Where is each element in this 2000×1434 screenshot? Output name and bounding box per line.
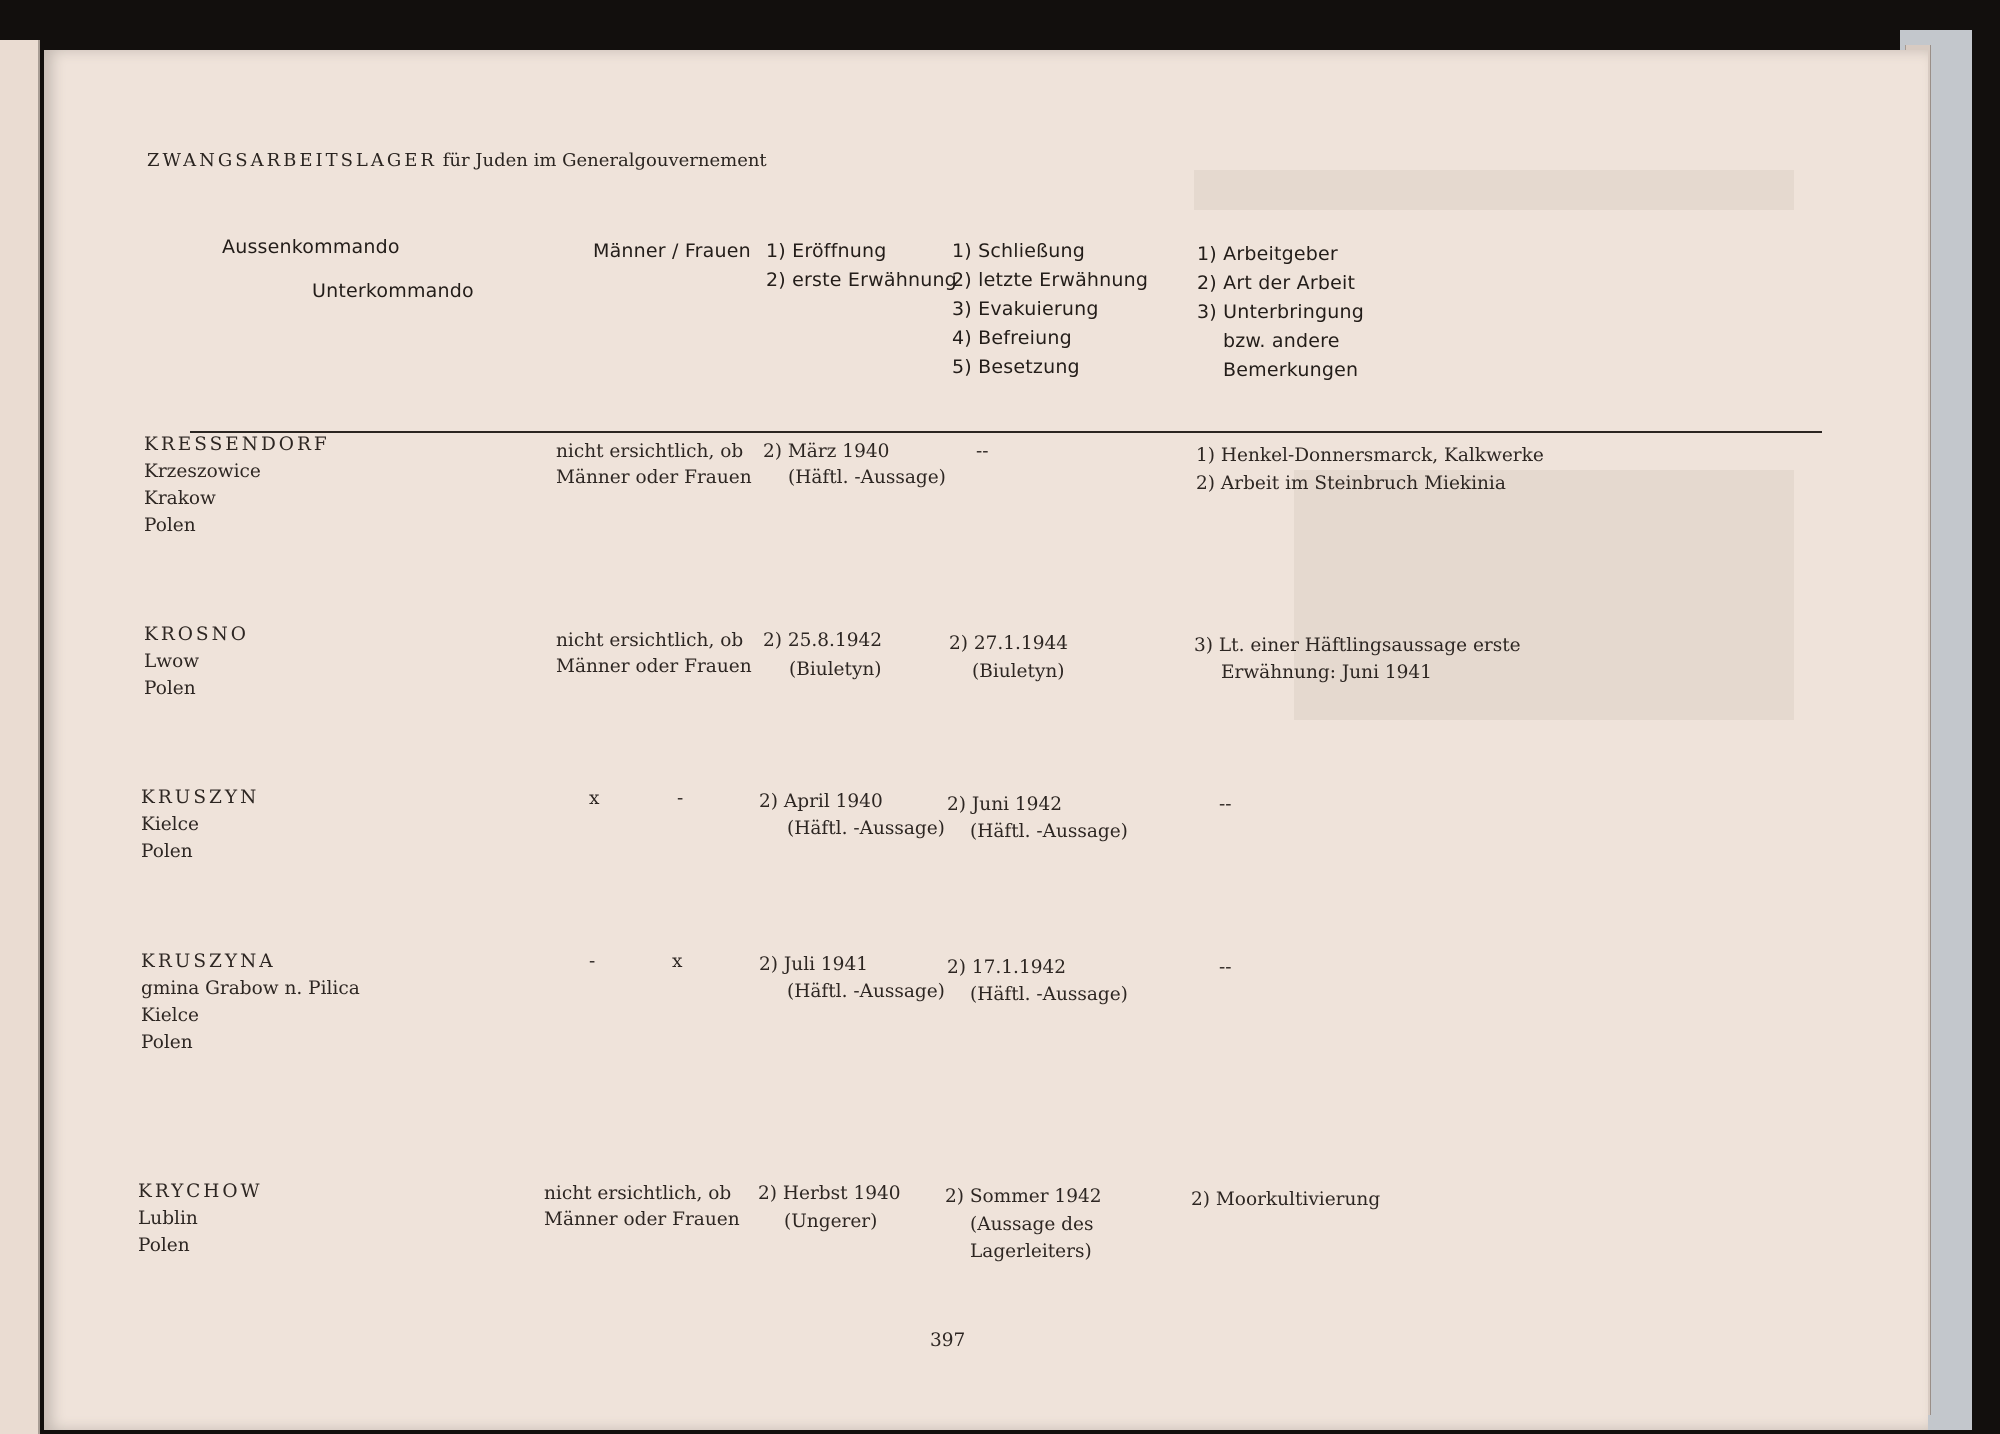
row4-remarks-line1: -- [1219,957,1232,978]
row2-remarks-line1: 3) Lt. einer Häftlingsaussage erste [1194,635,1521,656]
row3-open-line2: (Häftl. -Aussage) [787,818,945,839]
row4-open-line1: 2) Juli 1941 [759,954,868,975]
header-col4-line1: 1) Schließung [952,240,1086,262]
row1-open-line2: (Häftl. -Aussage) [788,467,946,488]
row2-gender-line1: nicht ersichtlich, ob [556,630,744,651]
row4-place-line4: Polen [141,1032,193,1053]
header-col5-line5: Bemerkungen [1223,359,1359,381]
row2-close-line1: 2) 27.1.1944 [949,633,1069,654]
row5-place-name: KRYCHOW [138,1181,263,1202]
row5-place-line2: Lublin [138,1208,198,1229]
row1-gender-line2: Männer oder Frauen [556,467,752,488]
bleed-through [1194,170,1794,210]
header-col5-line2: 2) Art der Arbeit [1197,272,1356,294]
row3-place-line3: Polen [141,841,193,862]
row3-remarks-line1: -- [1219,794,1232,815]
page-number: 397 [930,1330,966,1351]
header-col4-line4: 4) Befreiung [952,327,1072,349]
document-page [44,50,1928,1430]
row2-place-line3: Polen [144,678,196,699]
row3-place-line2: Kielce [141,814,199,835]
row5-close-line1: 2) Sommer 1942 [945,1186,1102,1207]
row3-close-line1: 2) Juni 1942 [947,794,1062,815]
row5-open-line2: (Ungerer) [784,1211,878,1232]
header-unterkommando: Unterkommando [312,280,474,302]
row1-gender-line1: nicht ersichtlich, ob [556,441,744,462]
row3-open-line1: 2) April 1940 [759,791,883,812]
row2-close-line2: (Biuletyn) [972,661,1065,682]
header-maenner-frauen: Männer / Frauen [593,240,751,262]
row1-remarks-line1: 1) Henkel-Donnersmarck, Kalkwerke [1196,445,1544,466]
row5-gender-line2: Männer oder Frauen [544,1209,740,1230]
row1-place-line3: Krakow [144,488,216,509]
row5-close-line2: (Aussage des [970,1214,1094,1235]
row3-gender-x: x [589,788,600,809]
header-col5-line4: bzw. andere [1223,330,1340,352]
row2-remarks-line2: Erwähnung: Juni 1941 [1221,662,1432,683]
header-col4-line2: 2) letzte Erwähnung [952,269,1149,291]
row1-place-line2: Krzeszowice [144,461,261,482]
row5-open-line1: 2) Herbst 1940 [758,1183,901,1204]
row1-close-line1: -- [976,441,989,462]
header-aussenkommando: Aussenkommando [222,236,400,258]
row4-open-line2: (Häftl. -Aussage) [787,981,945,1002]
row4-close-line2: (Häftl. -Aussage) [970,984,1128,1005]
row4-gender-dash: - [589,951,596,972]
row2-gender-line2: Männer oder Frauen [556,656,752,677]
row5-remarks-line1: 2) Moorkultivierung [1191,1189,1381,1210]
row1-remarks-line2: 2) Arbeit im Steinbruch Miekinia [1196,473,1506,494]
row3-place-name: KRUSZYN [141,787,260,808]
row4-gender-x: x [672,951,683,972]
row2-open-line2: (Biuletyn) [789,659,882,680]
row1-place-name: KRESSENDORF [144,434,330,455]
row3-close-line2: (Häftl. -Aussage) [970,821,1128,842]
row1-open-line1: 2) März 1940 [763,441,890,462]
header-col5-line3: 3) Unterbringung [1197,301,1365,323]
title-spaced: ZWANGSARBEITSLAGER [147,150,437,171]
header-col4-line3: 3) Evakuierung [952,298,1099,320]
row5-place-line3: Polen [138,1235,190,1256]
header-rule [190,431,1822,433]
title-rest: für Juden im Generalgouvernement [442,150,767,171]
row2-open-line1: 2) 25.8.1942 [763,630,883,651]
header-col3-line1: 1) Eröffnung [766,240,887,262]
row4-close-line1: 2) 17.1.1942 [947,957,1067,978]
header-col3-line2: 2) erste Erwähnung [766,269,957,291]
row4-place-name: KRUSZYNA [141,951,276,972]
row2-place-line2: Lwow [144,651,200,672]
header-col5-line1: 1) Arbeitgeber [1197,243,1338,265]
row1-place-line4: Polen [144,515,196,536]
page-title [147,150,767,171]
header-col4-line5: 5) Besetzung [952,356,1080,378]
row4-place-line2: gmina Grabow n. Pilica [141,978,360,999]
row4-place-line3: Kielce [141,1005,199,1026]
left-page-edge [0,40,40,1434]
row5-close-line3: Lagerleiters) [970,1241,1092,1262]
row3-gender-dash: - [677,788,684,809]
row5-gender-line1: nicht ersichtlich, ob [544,1183,732,1204]
row2-place-name: KROSNO [144,624,249,645]
